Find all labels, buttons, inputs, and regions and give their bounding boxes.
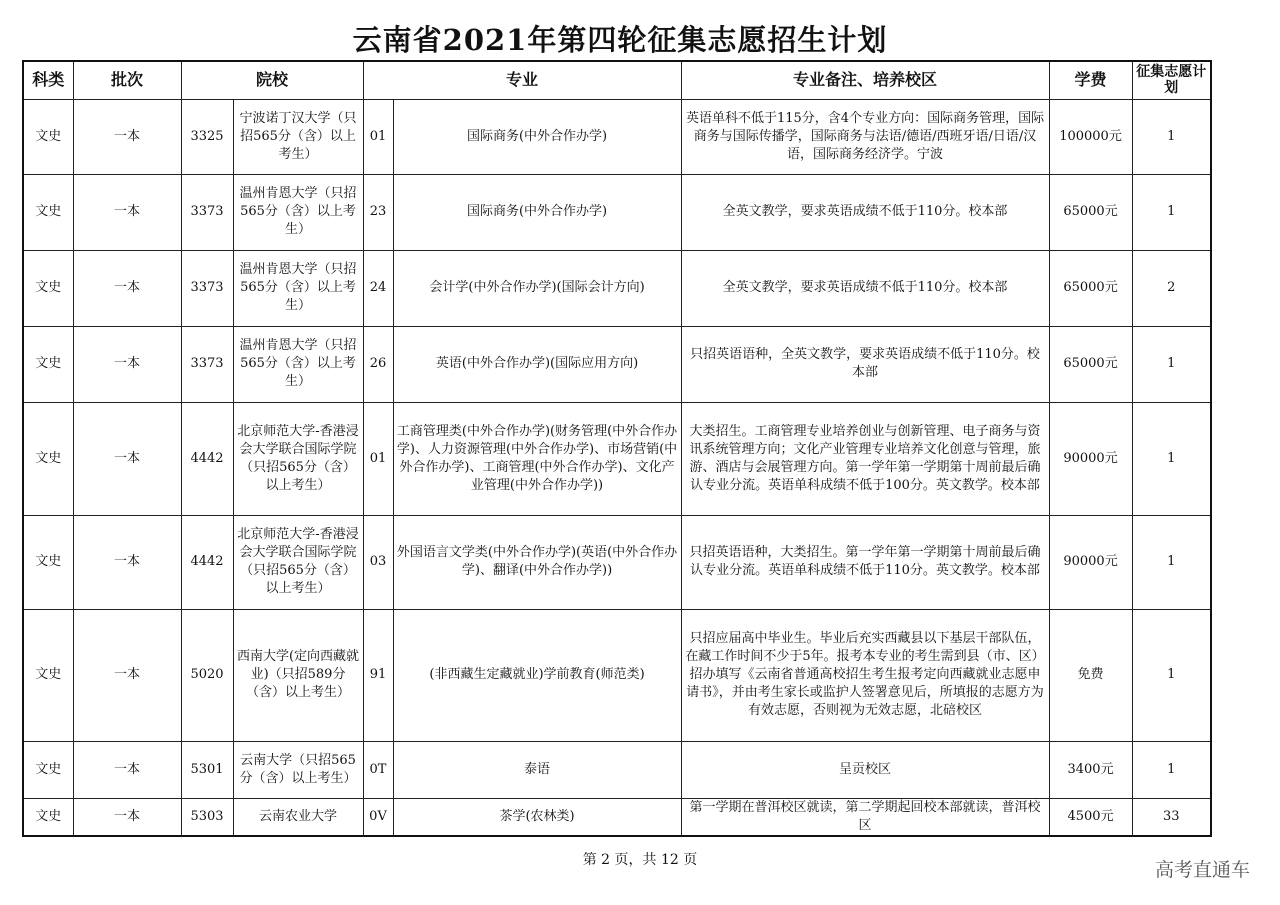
remark-cell: 全英文教学，要求英语成绩不低于110分。校本部 (681, 250, 1049, 326)
school-code-cell: 4442 (181, 402, 233, 515)
school-name-cell: 西南大学(定向西藏就业)（只招589分（含）以上考生） (233, 609, 363, 741)
plan-count-cell: 1 (1132, 99, 1211, 174)
category-cell: 文史 (23, 402, 73, 515)
school-code-cell: 3373 (181, 174, 233, 250)
remark-cell: 全英文教学，要求英语成绩不低于110分。校本部 (681, 174, 1049, 250)
major-code-cell: 0V (363, 798, 393, 836)
batch-cell: 一本 (73, 402, 181, 515)
category-cell: 文史 (23, 99, 73, 174)
table-row (23, 174, 1211, 250)
table-row (23, 402, 1211, 515)
major-name-cell: 英语(中外合作办学)(国际应用方向) (393, 326, 681, 402)
school-name-cell: 宁波诺丁汉大学（只招565分（含）以上考生） (233, 99, 363, 174)
table-row (23, 250, 1211, 326)
table-row (23, 741, 1211, 798)
category-cell: 文史 (23, 609, 73, 741)
school-name-cell: 温州肯恩大学（只招565分（含）以上考生） (233, 250, 363, 326)
school-code-cell: 5303 (181, 798, 233, 836)
fee-cell: 4500元 (1049, 798, 1132, 836)
school-code-cell: 4442 (181, 515, 233, 609)
school-name-cell: 温州肯恩大学（只招565分（含）以上考生） (233, 174, 363, 250)
remark-cell: 只招应届高中毕业生。毕业后充实西藏县以下基层干部队伍，在藏工作时间不少于5年。报考本专业的考生需到县（市、区）招办填写《云南省普通高校招生考生报考定向西藏就业志愿申请书》，并由考生家长或监护人签署意见后，所填报的志愿方为有效志愿，否则视为无效志愿，北碚校区 (681, 609, 1049, 741)
major-code-cell: 03 (363, 515, 393, 609)
batch-cell: 一本 (73, 741, 181, 798)
header-major: 专业 (363, 61, 681, 99)
remark-cell: 大类招生。工商管理专业培养创业与创新管理、电子商务与资讯系统管理方向；文化产业管理专业培养文化创意与管理，旅游、酒店与会展管理方向。第一学年第一学期第十周前最后确认专业分流。英语单科成绩不低于100分。英文教学。校本部 (681, 402, 1049, 515)
major-code-cell: 91 (363, 609, 393, 741)
fee-cell: 90000元 (1049, 515, 1132, 609)
watermark-text: 高考直通车 (1154, 859, 1250, 881)
category-cell: 文史 (23, 250, 73, 326)
school-name-cell: 北京师范大学-香港浸会大学联合国际学院（只招565分（含）以上考生） (233, 402, 363, 515)
batch-cell: 一本 (73, 515, 181, 609)
major-code-cell: 01 (363, 402, 393, 515)
school-name-cell: 云南农业大学 (233, 798, 363, 836)
fee-cell: 免费 (1049, 609, 1132, 741)
batch-cell: 一本 (73, 326, 181, 402)
category-cell: 文史 (23, 326, 73, 402)
school-name-cell: 北京师范大学-香港浸会大学联合国际学院（只招565分（含）以上考生） (233, 515, 363, 609)
table-row (23, 515, 1211, 609)
batch-cell: 一本 (73, 99, 181, 174)
page-footer: 第 2 页，共 12 页 (582, 852, 698, 868)
batch-cell: 一本 (73, 174, 181, 250)
table-row (23, 798, 1211, 836)
remark-cell: 英语单科不低于115分，含4个专业方向：国际商务管理，国际商务与国际传播学，国际商务与法语/德语/西班牙语/日语/汉语，国际商务经济学。宁波 (681, 99, 1049, 174)
plan-count-cell: 1 (1132, 515, 1211, 609)
header-school: 院校 (181, 61, 363, 99)
major-code-cell: 24 (363, 250, 393, 326)
header-remark: 专业备注、培养校区 (681, 61, 1049, 99)
remark-cell: 呈贡校区 (681, 741, 1049, 798)
fee-cell: 100000元 (1049, 99, 1132, 174)
header-category: 科类 (23, 61, 73, 99)
table-header-row (23, 61, 1211, 99)
plan-count-cell: 1 (1132, 609, 1211, 741)
category-cell: 文史 (23, 515, 73, 609)
major-code-cell: 23 (363, 174, 393, 250)
school-name-cell: 温州肯恩大学（只招565分（含）以上考生） (233, 326, 363, 402)
table-row (23, 326, 1211, 402)
school-code-cell: 5020 (181, 609, 233, 741)
plan-count-cell: 1 (1132, 741, 1211, 798)
batch-cell: 一本 (73, 798, 181, 836)
plan-count-cell: 1 (1132, 326, 1211, 402)
category-cell: 文史 (23, 174, 73, 250)
page-title: 云南省2021年第四轮征集志愿招生计划 (352, 23, 888, 57)
enrollment-plan-table (22, 60, 1212, 837)
major-name-cell: (非西藏生定藏就业)学前教育(师范类) (393, 609, 681, 741)
plan-count-cell: 1 (1132, 402, 1211, 515)
remark-cell: 只招英语语种，全英文教学，要求英语成绩不低于110分。校本部 (681, 326, 1049, 402)
header-fee: 学费 (1049, 61, 1132, 99)
table-row (23, 99, 1211, 174)
header-plan: 征集志愿计划 (1132, 61, 1211, 99)
plan-count-cell: 2 (1132, 250, 1211, 326)
fee-cell: 3400元 (1049, 741, 1132, 798)
major-name-cell: 工商管理类(中外合作办学)(财务管理(中外合作办学)、人力资源管理(中外合作办学)、市场营销(中外合作办学)、工商管理(中外合作办学)、文化产业管理(中外合作办学)) (393, 402, 681, 515)
fee-cell: 65000元 (1049, 174, 1132, 250)
fee-cell: 65000元 (1049, 250, 1132, 326)
remark-cell: 第一学期在普洱校区就读，第二学期起回校本部就读，普洱校区 (681, 798, 1049, 836)
school-code-cell: 3373 (181, 326, 233, 402)
fee-cell: 90000元 (1049, 402, 1132, 515)
major-name-cell: 国际商务(中外合作办学) (393, 99, 681, 174)
major-code-cell: 0T (363, 741, 393, 798)
major-name-cell: 外国语言文学类(中外合作办学)(英语(中外合作办学)、翻译(中外合作办学)) (393, 515, 681, 609)
batch-cell: 一本 (73, 609, 181, 741)
category-cell: 文史 (23, 798, 73, 836)
school-code-cell: 3373 (181, 250, 233, 326)
major-name-cell: 会计学(中外合作办学)(国际会计方向) (393, 250, 681, 326)
major-code-cell: 26 (363, 326, 393, 402)
fee-cell: 65000元 (1049, 326, 1132, 402)
table-row (23, 609, 1211, 741)
plan-count-cell: 33 (1132, 798, 1211, 836)
major-name-cell: 泰语 (393, 741, 681, 798)
major-name-cell: 茶学(农林类) (393, 798, 681, 836)
school-code-cell: 5301 (181, 741, 233, 798)
school-name-cell: 云南大学（只招565分（含）以上考生） (233, 741, 363, 798)
header-batch: 批次 (73, 61, 181, 99)
school-code-cell: 3325 (181, 99, 233, 174)
remark-cell: 只招英语语种，大类招生。第一学年第一学期第十周前最后确认专业分流。英语单科成绩不低于110分。英文教学。校本部 (681, 515, 1049, 609)
major-code-cell: 01 (363, 99, 393, 174)
major-name-cell: 国际商务(中外合作办学) (393, 174, 681, 250)
batch-cell: 一本 (73, 250, 181, 326)
category-cell: 文史 (23, 741, 73, 798)
plan-count-cell: 1 (1132, 174, 1211, 250)
